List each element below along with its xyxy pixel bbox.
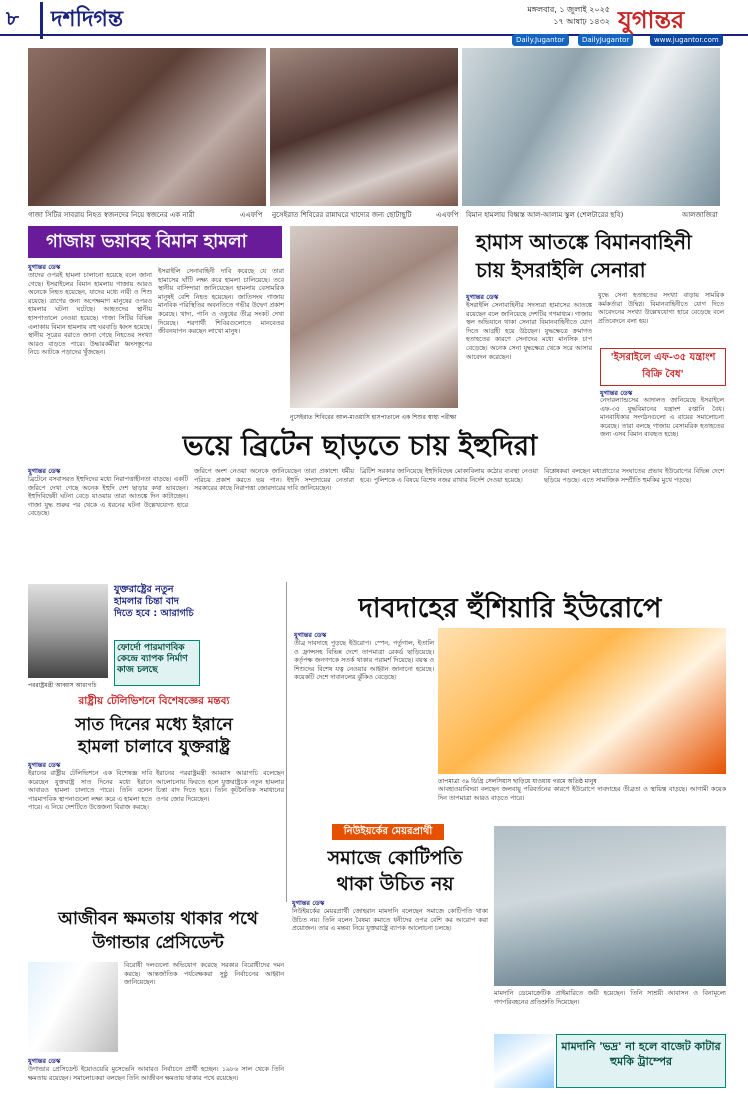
byline-f35: যুগান্তর ডেস্ক [600, 389, 633, 397]
gaza-col-2: ইসরাইলি সেনাবাহিনী দাবি করেছে যে তারা হামাসের ঘাঁটি লক্ষ্য করে হামলা চালিয়েছে। তবে স্থানীয় বাসিন্দারা জানিয়েছেন হামলায় বেসামরিক মানুষই বেশি নিহত হয়েছেন। জাতিসংঘ গাজায় মানবিক পরিস্থিতির অবনতিতে গভীর উদ্বেগ প্রকাশ করেছে। খাদ্য, পানি ও ওষুধের তীব্র সংকট দেখা দিয়েছে। শরণার্থী শিবিরগুলোতে মানবেতর জীবনযাপন করছেন লাখো মানুষ। [158, 268, 284, 336]
iran-col-2: ইরানের পররাষ্ট্রমন্ত্রী আব্বাস আরাগচি বলেছেন আলোচনায় ফিরতে হলে যুক্তরাষ্ট্রকে নতুন হামলার চিন্তা বাদ দিতে হবে। তিনি কূটনৈতিক সমাধানের ওপর জোর দিয়েছেন। [156, 770, 284, 803]
photo-mamdani [494, 826, 726, 986]
byline-uganda: যুগান্তর ডেস্ক [28, 1057, 61, 1065]
credit-mid: এএফপি [436, 211, 459, 219]
caption-araghchi: পররাষ্ট্রমন্ত্রী আব্বাস আরাগচি [28, 682, 97, 689]
headline-europe: দাবদাহের হুঁশিয়ারি ইউরোপে [358, 593, 662, 624]
mamdani-box: মামদানি 'ভদ্র' না হলে বাজেট কাটার হুমকি ট্রাম্পের [556, 1034, 726, 1088]
uganda-text-2: বিরোধী দলগুলো অভিযোগ করেছে সরকার বিরোধীদের দমন করছে। আন্তর্জাতিক পর্যবেক্ষকরা সুষ্ঠু নির্বাচনের আহ্বান জানিয়েছেন। [124, 962, 284, 987]
hamas-col-1: ইসরাইলি সেনাবাহিনীর সদস্যরা হামাসের আতঙ্কে রয়েছেন বলে জানিয়েছে দেশটির গণমাধ্যম। গাজায় স্থল অভিযানে থাকা সেনারা বিমানবাহিনীতে যোগ দিতে আগ্রহী হয়ে উঠছেন। যুদ্ধক্ষেত্রে ক্রমাগত হতাহতের কারণে সেনাদের মধ্যে মানসিক চাপ বেড়েছে। অনেক সেনা যুদ্ধক্ষেত্র থেকে সরে আসার আবেদন করেছেন। [466, 302, 592, 361]
headline-uganda-1: আজীবন ক্ষমতায় থাকার পথে [58, 909, 258, 929]
europe-text-1: তীব্র দাবদাহে পুড়ছে ইউরোপ। স্পেন, পর্তুগাল, ইতালি ও ফ্রান্সসহ বিভিন্ন দেশে তাপমাত্রা রেকর্ড ছাড়িয়েছে। কর্তৃপক্ষ জনগণকে সতর্ক থাকার পরামর্শ দিয়েছে। বয়স্ক ও শিশুদের বিশেষ যত্ন নেওয়ার আহ্বান জানানো হয়েছে। কয়েকটি দেশে দাবানলের ঝুঁকিও বেড়েছে। [294, 640, 434, 682]
photo-uganda [28, 962, 118, 1052]
photo-araghchi [28, 584, 108, 678]
social-website[interactable]: www.jugantor.com [650, 34, 723, 46]
date-line-2: ১৭ আষাঢ় ১৪৩২ [553, 17, 610, 26]
iran-box-1: যুক্তরাষ্ট্রের নতুন হামলার চিন্তা বাদ দিতে হবে : আরাগচি [114, 584, 194, 619]
caption-left: গাজা সিটির সাবরায় নিহত স্বজনদের নিয়ে স্বজনের এক নারী [28, 211, 195, 219]
headline-hamas-1: হামাস আতঙ্কে বিমানবাহিনী [476, 230, 692, 254]
page-number: ৮ [6, 6, 19, 30]
section-title: দশদিগন্ত [40, 2, 123, 39]
gaza-col-1: তাদের ওপরই হামলা চালানো হয়েছে বলে জানা গেছে। ইসরাইলের বিমান হামলায় গাজায় আরও অনেকে নিহত হয়েছেন, যাদের মধ্যে নারী ও শিশু রয়েছে। ত্রাণের জন্য অপেক্ষমাণ মানুষের ওপরও হামলার ঘটনা ঘটেছে। আহতদের স্থানীয় হাসপাতালে নেওয়া হয়েছে। গাজা সিটির বিভিন্ন এলাকায় বিমান হামলায় বহু ঘরবাড়ি ধ্বংস হয়েছে। স্থানীয় সূত্রের বরাতে জানা গেছে নিহতের সংখ্যা আরও বাড়তে পারে। উদ্ধারকর্মীরা ধ্বংসস্তূপের নিচে আটকে পড়াদের খুঁজছেন। [28, 272, 152, 357]
headline-gaza: গাজায় ভয়াবহ বিমান হামলা [28, 226, 282, 258]
europe-text-2: আবহাওয়াবিদরা বলছেন জলবায়ু পরিবর্তনের কারণে ইউরোপে দাবদাহের তীব্রতা ও স্থায়িত্ব বাড়ছে। আগামী কয়েক দিন তাপমাত্রা আরও বাড়তে পারে। [438, 786, 726, 802]
hamas-col-2: যুদ্ধে সেনা হতাহতের সংখ্যা বাড়ায় সামরিক কর্মকর্তারা উদ্বিগ্ন। বিমানবাহিনীতে যোগ দিতে আবেদনের সংখ্যা উল্লেখযোগ্য হারে বেড়েছে বলে প্রতিবেদনে বলা হয়। [598, 292, 724, 325]
photo-heatwave-fan [438, 628, 726, 774]
ny-text-2: মামদানি ডেমোক্রেটিক প্রাইমারিতে জয়ী হয়েছেন। তিনি সাশ্রয়ী আবাসন ও বিনামূল্যে গণপরিবহনের প্রতিশ্রুতি দিয়েছেন। [494, 990, 726, 1006]
uganda-text-1: উগান্ডার প্রেসিডেন্ট ইয়োওয়েরি মুসেভেনি আবারও নির্বাচনে প্রার্থী হচ্ছেন। ১৯৮৬ সাল থেকে তিনি ক্ষমতায় রয়েছেন। সমালোচকরা বলছেন তিনি আজীবন ক্ষমতায় থাকার পথে রয়েছেন। [28, 1066, 284, 1082]
credit-right: আলজাজিরা [682, 211, 718, 219]
ny-kicker: নিউইয়র্কের মেয়রপ্রার্থী [332, 824, 444, 840]
date-line-1: মঙ্গলবার, ১ জুলাই ২০২৫ [527, 5, 610, 14]
byline-hamas: যুগান্তর ডেস্ক [466, 293, 499, 301]
caption-child: নুসেইরাত শিবিরের আল-মাওয়াসি হাসপাতালে এক শিশুর স্বাস্থ্য পরীক্ষা [290, 414, 457, 421]
headline-iran-2: হামলা চালাবে যুক্তরাষ্ট্র [77, 737, 231, 757]
iran-kicker: রাষ্ট্রীয় টেলিভিশনে বিশেষজ্ঞের মন্তব্য [78, 695, 230, 707]
headline-iran-1: সাত দিনের মধ্যে ইরানে [75, 715, 233, 735]
headline-uganda-2: উগান্ডার প্রেসিডেন্ট [92, 933, 224, 953]
iran-col-1: ইরানের রাষ্ট্রীয় টেলিভিশনে এক বিশেষজ্ঞ দাবি করেছেন যুক্তরাষ্ট্র সাত দিনের মধ্যে ইরানে আবারও হামলা চালাতে পারে। তিনি বলেন পারমাণবিক স্থাপনাগুলো লক্ষ্য করে এ হামলা হতে পারে। এ নিয়ে দেশটিতে উত্তেজনা বিরাজ করছে। [28, 770, 152, 812]
britain-col-3: ব্রিটিশ সরকার জানিয়েছে ইহুদিবিদ্বেষ মোকাবিলায় কঠোর ব্যবস্থা নেওয়া হবে। পুলিশকে এ বিষয়ে বিশেষ নজর রাখার নির্দেশ দেওয়া হয়েছে। [360, 468, 538, 484]
photo-gaza-sabra [28, 48, 266, 206]
photo-nuseirat-kitchen [270, 48, 458, 206]
social-facebook[interactable]: Daily.Jugantor [512, 34, 569, 46]
byline-iran: যুগান্তর ডেস্ক [28, 761, 61, 769]
photo-trump [494, 1034, 554, 1088]
newspaper-logo: যুগান্তর [618, 5, 685, 34]
column-divider [286, 582, 287, 902]
byline-gaza: যুগান্তর ডেস্ক [28, 263, 61, 271]
byline-europe: যুগান্তর ডেস্ক [294, 631, 327, 639]
caption-mid: নুসেইরাত শিবিরের রান্নাঘরে খাদ্যের জন্য ছোটাছুটি [272, 211, 412, 219]
f35-text: নেদারল্যান্ডসের আদালত জানিয়েছে ইসরাইলে এফ-৩৫ যুদ্ধবিমানের যন্ত্রাংশ রপ্তানি বৈধ। মানবাধিকার সংগঠনগুলো এ রায়ের সমালোচনা করেছে। তারা বলছে গাজায় বেসামরিক হতাহতের জন্য এসব বিমান ব্যবহৃত হচ্ছে। [600, 397, 724, 439]
photo-child-checkup [290, 226, 458, 408]
britain-col-4: বিশ্লেষকরা বলছেন মধ্যপ্রাচ্যের সংঘাতের প্রভাব ইউরোপের বিভিন্ন দেশে ছড়িয়ে পড়ছে। এতে সামাজিক সম্প্রীতি হুমকির মুখে পড়ছে। [544, 468, 724, 484]
headline-ny-2: থাকা উচিত নয় [336, 873, 454, 895]
headline-ny-1: সমাজে কোটিপতি [327, 847, 463, 869]
headline-britain: ভয়ে ব্রিটেন ছাড়তে চায় ইহুদিরা [182, 429, 538, 462]
britain-col-2: জরিপে অংশ নেওয়া অনেকে জানিয়েছেন তারা প্রকাশ্যে ধর্মীয় পরিচয় প্রকাশ করতে ভয় পান। ইহুদি সম্প্রদায়ের নেতারা সরকারের কাছে নিরাপত্তা জোরদারের দাবি জানিয়েছেন। [194, 468, 354, 493]
caption-right: বিমান হামলায় বিধ্বস্ত আল-আলাম স্কুল (শেলটারের ছবি) [466, 211, 624, 219]
social-twitter[interactable]: DailyJugantor [578, 34, 633, 46]
iran-box-2: ফোর্দো পারমাণবিক কেন্দ্রে ব্যাপক নির্মাণ কাজ চলছে [114, 640, 200, 686]
f35-quote-box: 'ইসরাইলে এফ-৩৫ যন্ত্রাংশ বিক্রি বৈধ' [600, 348, 726, 386]
ny-text-1: নিউইয়র্কের মেয়রপ্রার্থী জোহরান মামদানি বলেছেন সমাজে কোটিপতি থাকা উচিত নয়। তিনি বলেন বৈষম্য কমাতে ধনীদের ওপর বেশি কর আরোপ করা প্রয়োজন। তার এ মন্তব্য নিয়ে যুক্তরাষ্ট্রে ব্যাপক আলোচনা চলছে। [292, 908, 488, 933]
photo-school-rubble [462, 48, 720, 206]
caption-heatwave: তাপমাত্রা ৩৯ ডিগ্রি সেলসিয়াস ছাড়িয়ে যাওয়ায় গরমে অতিষ্ঠ মানুষ [438, 778, 597, 785]
headline-hamas-2: চায় ইসরাইলি সেনারা [476, 258, 646, 282]
byline-ny: যুগান্তর ডেস্ক [292, 899, 325, 907]
britain-col-1: ব্রিটেনে বসবাসরত ইহুদিদের মধ্যে নিরাপত্তাহীনতা বাড়ছে। একটি জরিপে দেখা গেছে অনেক ইহুদি দেশ ছাড়ার কথা ভাবছেন। ইহুদিবিদ্বেষী ঘটনা বেড়ে যাওয়ায় তারা আতঙ্কে দিন কাটাচ্ছেন। গাজা যুদ্ধ শুরুর পর থেকে এ ধরনের ঘটনা উল্লেখযোগ্য হারে বেড়েছে। [28, 476, 188, 518]
byline-britain: যুগান্তর ডেস্ক [28, 467, 61, 475]
credit-left: এএফপি [240, 211, 263, 219]
